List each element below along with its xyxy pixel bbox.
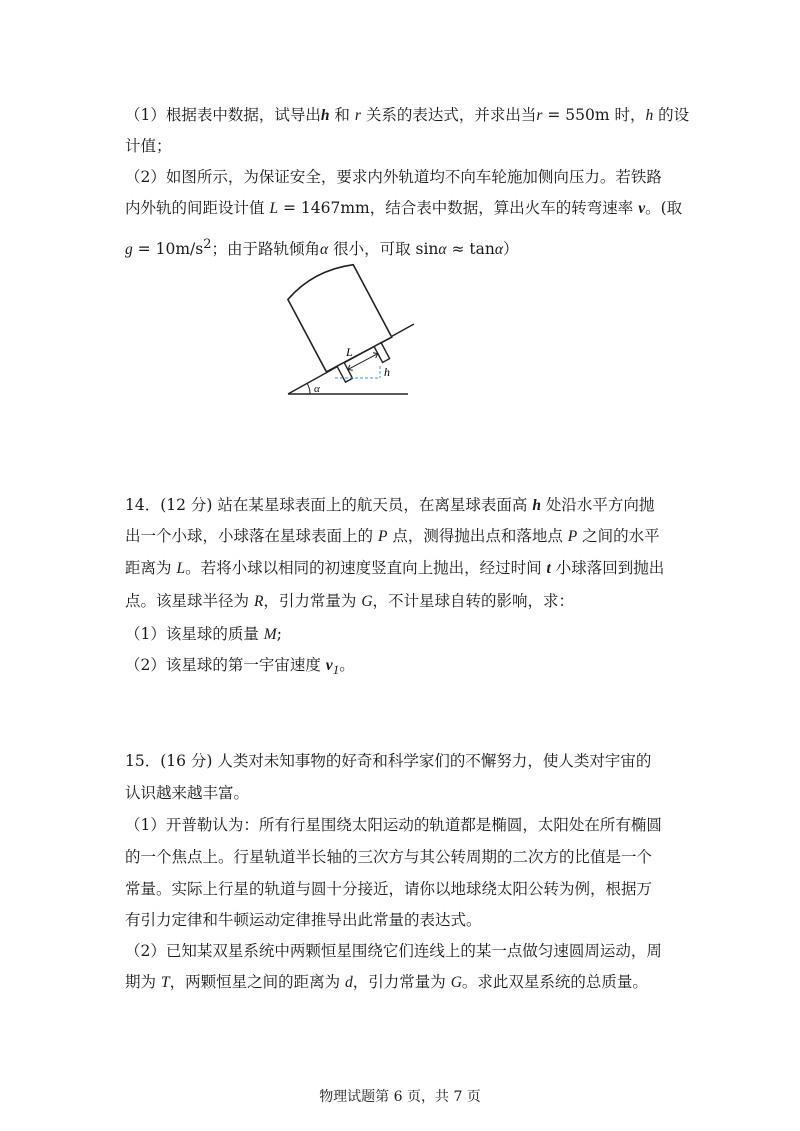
q14-part2: （2）该星球的第一宇宙速度 $v_1$。: [125, 656, 355, 678]
angle-arc: [307, 383, 310, 394]
q15-line5: 常量。实际上行星的轨道与圆十分接近，请你以地球绕太阳公转为例，根据万: [125, 880, 653, 898]
q14-line1: 14．(12 分) 站在某星球表面上的航天员，在离星球表面高 h 处沿水平方向抛: [125, 496, 655, 514]
label-alpha: α: [314, 383, 320, 395]
q13-part1-line1: （1）根据表中数据，试导出h 和 r 关系的表达式，并求出当r = 550m 时，h 的设: [125, 106, 690, 124]
q13-part2-line1: （2）如图所示，为保证安全，要求内外轨道均不向车轮施加侧向压力。若铁路: [125, 168, 662, 186]
q15-line6: 有引力定律和牛顿运动定律推导出此常量的表达式。: [125, 911, 482, 929]
label-h: h: [384, 365, 390, 379]
q15-line3: （1）开普勒认为：所有行星围绕太阳运动的轨道都是椭圆，太阳处在所有椭圆: [125, 816, 662, 834]
q15-line2: 认识越来越丰富。: [125, 784, 250, 802]
q15-line4: 的一个焦点上。行星轨道半长轴的三次方与其公转周期的二次方的比值是一个: [125, 848, 653, 866]
q14-line4: 点。该星球半径为 R，引力常量为 G，不计星球自转的影响，求：: [125, 592, 575, 610]
page-footer: 物理试题第 6 页，共 7 页: [319, 1089, 481, 1105]
q13-part1-line2: 计值；: [125, 137, 172, 155]
q15-line1: 15．(16 分) 人类对未知事物的好奇和科学家们的不懈努力，使人类对宇宙的: [125, 752, 652, 770]
right-wheel: [374, 343, 390, 363]
q14-line2: 出一个小球，小球落在星球表面上的 P 点，测得抛出点和落地点 P 之间的水平: [125, 527, 660, 545]
q15-line8: 期为 T，两颗恒星之间的距离为 d，引力常量为 G。求此双星系统的总质量。: [125, 973, 648, 991]
q14-part1: （1）该星球的质量 M;: [125, 625, 282, 643]
q13-part2-line2: 内外轨的间距设计值 L = 1467mm，结合表中数据，算出火车的转弯速率 v。(取: [125, 199, 683, 217]
q15-line7: （2）已知某双星系统中两颗恒星围绕它们连线上的某一点做匀速圆周运动，周: [125, 942, 662, 960]
q13-part2-line3: $g = 10m/s^2$；由于路轨倾角α 很小，可取 sinα ≈ tanα）: [125, 237, 519, 259]
banked-track-figure: [280, 258, 420, 400]
label-L: L: [346, 345, 353, 359]
q14-line3: 距离为 L。若将小球以相同的初速度竖直向上抛出，经过时间 t 小球落回到抛出: [125, 559, 665, 577]
